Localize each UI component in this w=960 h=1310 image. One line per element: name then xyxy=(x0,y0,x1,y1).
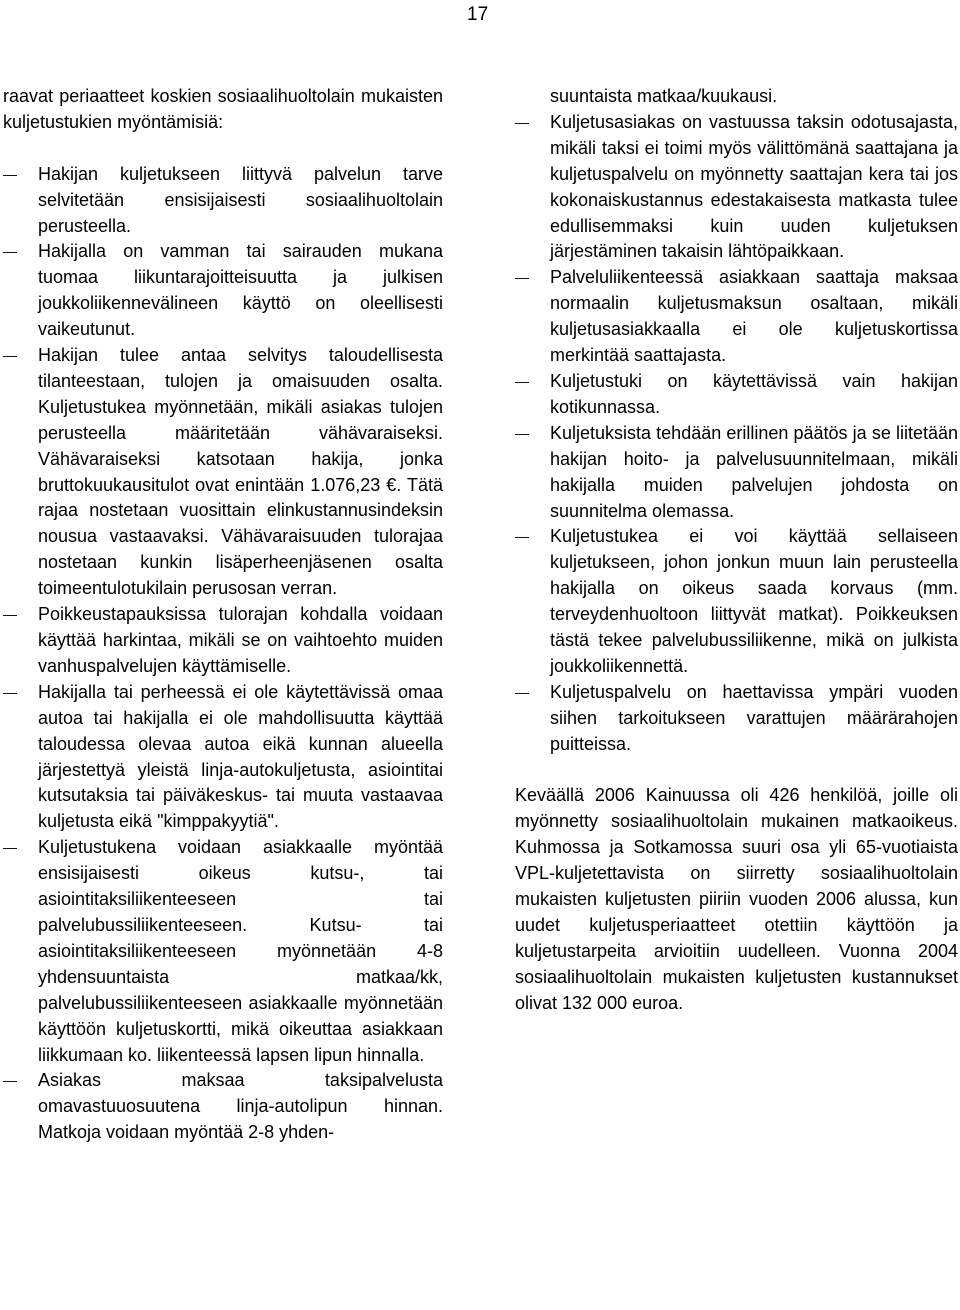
list-item: — Hakijan tulee antaa selvitys taloudellisesta tilanteestaan, tulojen ja omaisuuden osalta. Kuljetustukea myönnetään, mikäli asiakas tulojen perusteella määritetään vähävaraiseksi. Vähävaraiseksi katsotaan hakija, jonka bruttokuukausitulot ovat enintään 1.076,23 €. Tätä rajaa nostetaan vuosittain elinkustannusindeksin nousua vastaavaksi. Vähävaraisuuden tulorajaa nostetaan kunkin lisäperheenjäsenen osalta toimeentulotukilain perusosan verran. xyxy=(3,343,443,602)
left-column xyxy=(3,84,443,1146)
list-item: — Hakijalla tai perheessä ei ole käytettävissä omaa autoa tai hakijalla ei ole mahdollisuutta käyttää taloudessa olevaa autoa eikä kunnan alueella järjestettyä yleistä linja-autokuljetusta, asiointitai kutsutaksia tai päiväkeskus- tai muuta vastaavaa kuljetusta eikä "kimppakyytiä". xyxy=(3,680,443,835)
list-item: — Kuljetustuki on käytettävissä vain hakijan kotikunnassa. xyxy=(515,369,958,421)
spacer xyxy=(515,758,958,784)
list-item: — Kuljetusasiakas on vastuussa taksin odotusajasta, mikäli taksi ei toimi myös välittömänä saattajana ja kuljetuspalvelu on myönnetty saattajan kera tai jos kokonaiskustannus edestakaisesta matkasta tulee edullisemmaksi kuin uuden kuljetuksen järjestäminen takaisin lähtöpaikkaan. xyxy=(515,110,958,265)
list-item: — Kuljetustukea ei voi käyttää sellaiseen kuljetukseen, johon jonkun muun lain perusteella hakijalla on oikeus saada korvaus (mm. terveydenhuoltoon liittyvät matkat). Poikkeuksen tästä tekee palvelubussiliikenne, mikä on julkista joukkoliikennettä. xyxy=(515,524,958,679)
list-item: — Palveluliikenteessä asiakkaan saattaja maksaa normaalin kuljetusmaksun osaltaan, mikäli kuljetusasiakkaalla ei ole kuljetuskortissa merkintää saattajasta. xyxy=(515,265,958,369)
list-item: — Hakijan kuljetukseen liittyvä palvelun tarve selvitetään ensisijaisesti sosiaalihuoltolain perusteella. xyxy=(3,162,443,240)
page-number: 17 xyxy=(467,4,489,25)
list-item: — Kuljetuspalvelu on haettavissa ympäri vuoden siihen tarkoitukseen varattujen määrärahojen puitteissa. xyxy=(515,680,958,758)
intro-paragraph: raavat periaatteet koskien sosiaalihuoltolain mukaisten kuljetustukien myöntämisiä: xyxy=(3,86,443,132)
criteria-list xyxy=(3,162,443,1146)
criteria-list-continued xyxy=(515,84,958,758)
list-item-continuation: suuntaista matkaa/kuukausi. xyxy=(550,86,778,106)
right-column xyxy=(515,84,958,1017)
list-item: — Kuljetustukena voidaan asiakkaalle myöntää ensisijaisesti oikeus kutsu-, tai asiointitaksiliikenteeseen tai palvelubussiliikenteeseen. Kutsu- tai asiointitaksiliikenteeseen myönnetään 4-8 yhdensuuntaista matkaa/kk, palvelubussiliikenteeseen asiakkaalle myönnetään käyttöön kuljetuskortti, mikä oikeuttaa asiakkaan liikkumaan ko. liikenteessä lapsen lipun hinnalla. xyxy=(3,835,443,1068)
list-item: — Poikkeustapauksissa tulorajan kohdalla voidaan käyttää harkintaa, mikäli se on vaihtoehto muiden vanhuspalvelujen käyttämiselle. xyxy=(3,602,443,680)
list-item: — Asiakas maksaa taksipalvelusta omavastuuosuutena linja-autolipun hinnan. Matkoja voidaan myöntää 2-8 yhden- xyxy=(3,1068,443,1146)
list-item: — Kuljetuksista tehdään erillinen päätös ja se liitetään hakijan hoito- ja palvelusuunnitelmaan, mikäli hakijalla muiden palvelujen johdosta on suunnitelma olemassa. xyxy=(515,421,958,525)
list-item: — Hakijalla on vamman tai sairauden mukana tuomaa liikuntarajoitteisuutta ja julkisen joukkoliikennevälineen käyttö on oleellisesti vaikeutunut. xyxy=(3,239,443,343)
body-paragraph: Keväällä 2006 Kainuussa oli 426 henkilöä, joille oli myönnetty sosiaalihuoltolain mukainen matkaoikeus. Kuhmossa ja Sotkamossa suuri osa yli 65-vuotiaista VPL-kuljetettavista on siirretty sosiaalihuoltolain mukaisten kuljetusten piiriin vuoden 2006 alussa, kun uudet kuljetusperiaatteet otettiin käyttöön ja kuljetustarpeita arvioitiin uudelleen. Vuonna 2004 sosiaalihuoltolain mukaisten kuljetusten kustannukset olivat 132 000 euroa. xyxy=(515,785,958,1013)
